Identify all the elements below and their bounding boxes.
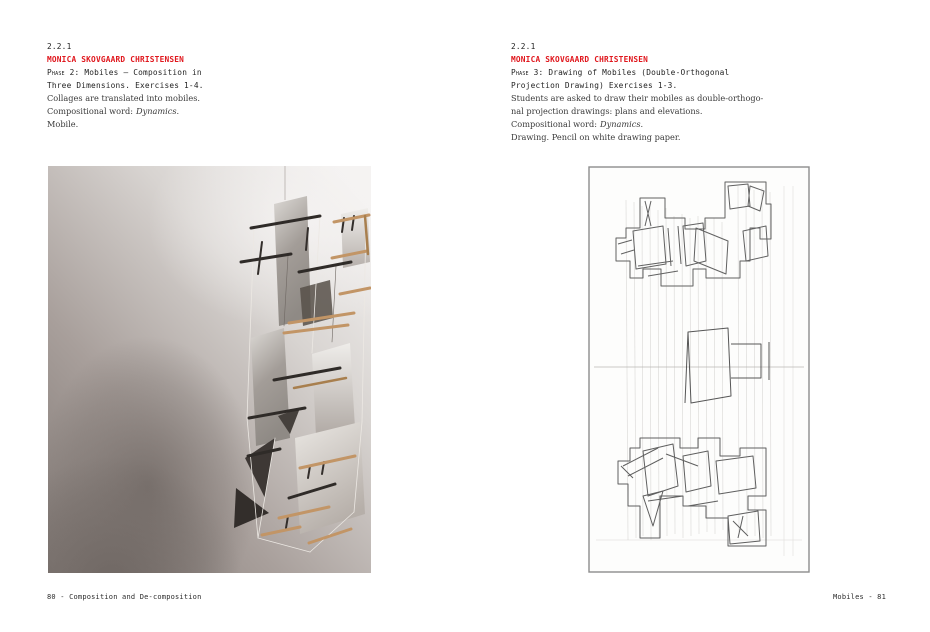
- phase-title-rest: Drawing of Mobiles (Double-Orthogonal: [543, 68, 730, 77]
- phase-title-line1: [47, 66, 204, 79]
- phase-title-line2: Projection Drawing) Exercises 1-3.: [511, 81, 678, 90]
- right-page-header: [511, 40, 763, 144]
- compositional-word-line: [47, 105, 204, 118]
- mobile-photo: [48, 166, 371, 573]
- body-line: Mobile.: [47, 119, 79, 129]
- body-line: nal projection drawings: plans and elevations.: [511, 106, 703, 116]
- author-name: MONICA SKOVGAARD CHRISTENSEN: [511, 55, 649, 64]
- section-number: 2.2.1: [47, 42, 72, 51]
- projection-drawing: [588, 166, 810, 573]
- phase-label: Phase 3:: [511, 68, 544, 77]
- mobile-photo-figure: [48, 166, 371, 573]
- body-line: Drawing. Pencil on white drawing paper.: [511, 132, 681, 142]
- right-page-footer: Mobiles - 81: [833, 593, 886, 601]
- comp-word: Dynamics.: [600, 119, 644, 129]
- projection-drawing-figure: [588, 166, 810, 573]
- comp-word: Dynamics.: [136, 106, 180, 116]
- body-line: Students are asked to draw their mobiles as double-orthogo-: [511, 93, 764, 103]
- phase-title-line1: [511, 66, 763, 79]
- left-page-header: [47, 40, 204, 131]
- compositional-word-line: [511, 118, 763, 131]
- phase-title-rest: Mobiles – Composition in: [79, 68, 202, 77]
- phase-title-line2: Three Dimensions. Exercises 1-4.: [47, 81, 204, 90]
- comp-label: Compositional word:: [511, 119, 598, 129]
- section-number: 2.2.1: [511, 42, 536, 51]
- phase-label: Phase 2:: [47, 68, 80, 77]
- comp-label: Compositional word:: [47, 106, 134, 116]
- body-line: Collages are translated into mobiles.: [47, 93, 201, 103]
- left-page-footer: 80 - Composition and De-composition: [47, 593, 202, 601]
- author-name: MONICA SKOVGAARD CHRISTENSEN: [47, 55, 185, 64]
